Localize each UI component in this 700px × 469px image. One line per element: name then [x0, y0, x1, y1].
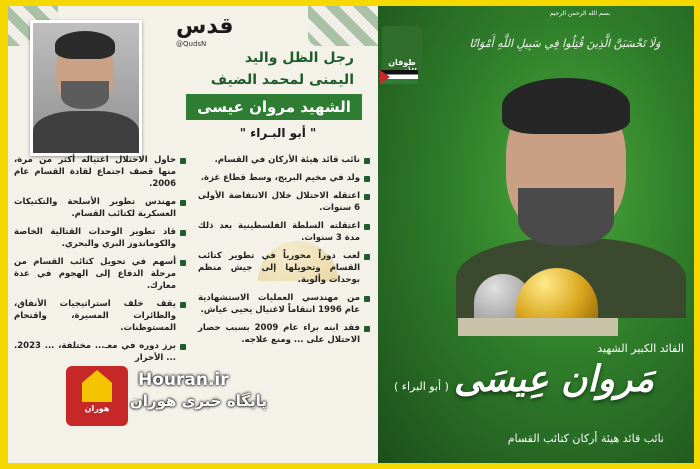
left-info-panel — [8, 6, 378, 463]
bullet-icon — [364, 254, 370, 260]
brand-handle: @QudsN — [176, 40, 207, 48]
bullet-icon — [364, 158, 370, 164]
bullet-icon — [180, 344, 186, 350]
fact-item: حاول الاحتلال اغتياله أكثر من مرة، منها قصف اجتماع لقادة القسام عام 2006. — [14, 154, 186, 190]
right-poster-panel — [378, 6, 694, 463]
bullet-icon — [180, 158, 186, 164]
flag-triangle — [380, 70, 390, 84]
bullet-icon — [364, 296, 370, 302]
bullet-icon — [364, 224, 370, 230]
brand-logo: قدس — [176, 14, 234, 39]
flag-decoration — [308, 6, 378, 46]
name-banner: الشهيد مروان عيسى — [186, 94, 362, 120]
nickname: ( أبو البراء ) — [394, 380, 449, 393]
mosque-base — [458, 318, 618, 336]
rank-title: القائد الكبير الشهيد — [597, 342, 684, 355]
quran-verse-calligraphy: وَلَا تَحْسَبَنَّ الَّذِينَ قُتِلُوا فِي سَبِيلِ اللَّهِ أَمْوَاتًا — [469, 37, 661, 50]
facts-column-b — [14, 154, 186, 370]
fact-item: أسهم في تحويل كتائب القسام من مرحلة الدفاع إلى الهجوم في عدة معارك. — [14, 256, 186, 292]
fact-item: يقف خلف استراتيجيات الأنفاق، والطائرات المسيرة، واقتحام المستوطنات. — [14, 298, 186, 334]
bullet-icon — [364, 326, 370, 332]
badge-text: طوفان — [388, 58, 416, 67]
portrait-hair — [502, 78, 630, 134]
portrait-beard — [61, 81, 109, 109]
portrait-jacket — [33, 111, 139, 156]
site-url: Houran.ir — [138, 370, 229, 390]
fact-item: برز دوره في معـ... مختلفة، ... 2023. ... الأحرار — [14, 340, 186, 364]
houran-logo-text: هوران — [84, 404, 110, 413]
site-name: پایگاه خبری هوران — [130, 392, 267, 410]
fact-item: لعب دوراً محورياً في تطوير كتائب القسام وتحويلها إلى جيش منظم بوحدات وألوية. — [198, 250, 370, 286]
position-subtitle: نائب قائد هيئة أركان كتائب القسام — [507, 432, 664, 445]
fact-item: فقد ابنه براء عام 2009 بسبب حصار الاحتلال على ... ومنع علاجه. — [198, 322, 370, 346]
portrait-beard — [518, 188, 614, 246]
bullet-icon — [180, 260, 186, 266]
fact-item: قاد تطوير الوحدات القتالية الخاصة والكوماندوز البري والبحري. — [14, 226, 186, 250]
facts-column-a — [198, 154, 370, 352]
portrait-hair — [55, 31, 115, 59]
fact-item: اعتقله الاحتلال خلال الانتفاضة الأولى 6 سنوات. — [198, 190, 370, 214]
fact-item: نائب قائد هيئة الأركان في القسام. — [198, 154, 370, 166]
bullet-icon — [180, 302, 186, 308]
bullet-icon — [364, 194, 370, 200]
bullet-icon — [180, 230, 186, 236]
nickname: " أبو البـراء " — [239, 126, 317, 140]
fact-item: من مهندسي العمليات الاستشهادية عام 1996 انتقاماً لاغتيال يحيى عياش. — [198, 292, 370, 316]
fact-item: مهندس تطوير الأسلحة والتكتيكات العسكرية لكتائب القسام. — [14, 196, 186, 220]
bullet-icon — [180, 200, 186, 206]
headline-line-2: اليمنى لمحمد الضيف — [210, 72, 354, 88]
basmala-text: بسم الله الرحمن الرحيم — [549, 10, 610, 17]
headline-line-1: رجل الظل واليد — [244, 50, 354, 66]
fact-item: اعتقلته السلطة الفلسطينية بعد ذلك مدة 3 سنوات. — [198, 220, 370, 244]
portrait-photo — [30, 20, 142, 156]
name-calligraphy: مَروان عِيسَى — [454, 358, 654, 400]
bullet-icon — [364, 176, 370, 182]
fact-item: ولد في مخيم البريج، وسط قطاع غزة. — [198, 172, 370, 184]
